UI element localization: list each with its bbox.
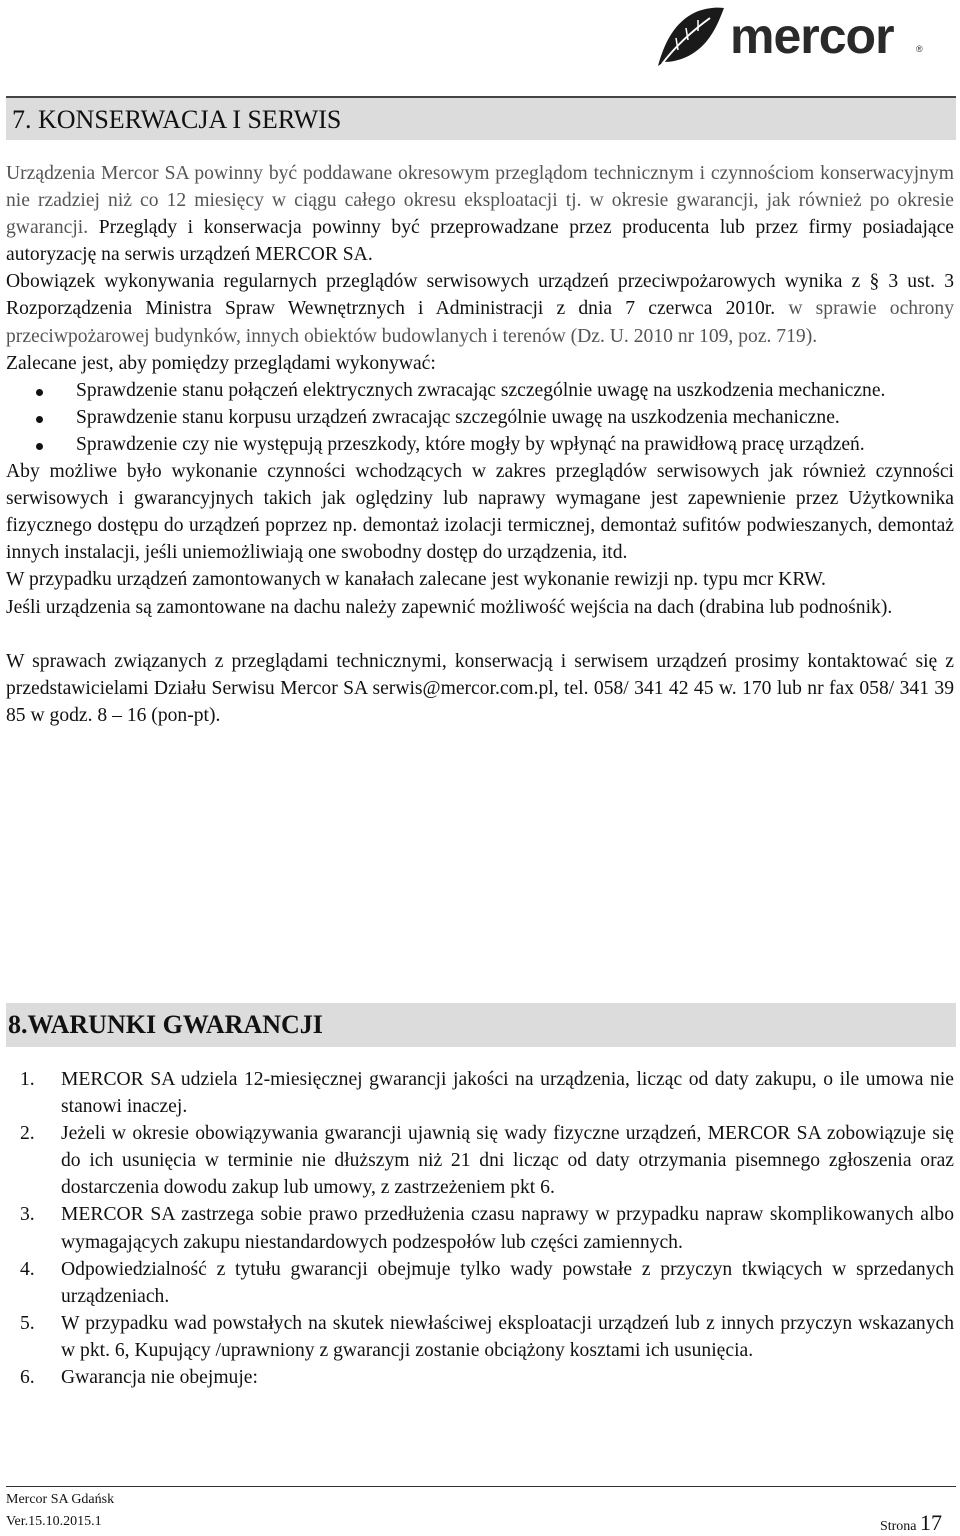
list-item: Sprawdzenie stanu połączeń elektrycznych zwracając szczególnie uwagę na uszkodzenia mechaniczne. xyxy=(6,377,954,404)
item-number: 6. xyxy=(20,1367,35,1389)
registered-mark: ® xyxy=(916,44,923,54)
paragraph-duct-revision: W przypadku urządzeń zamontowanych w kanałach zalecane jest wykonanie rewizji np. typu mcr KRW. xyxy=(6,569,826,591)
paragraph-legal-basis xyxy=(6,268,954,349)
item-text: Gwarancja nie obejmuje: xyxy=(61,1367,258,1389)
list-item xyxy=(6,1364,954,1391)
item-number: 4. xyxy=(20,1258,35,1280)
list-item xyxy=(6,1310,954,1364)
list-item xyxy=(6,1066,954,1120)
paragraph-text: Urządzenia Mercor SA powinny być poddawane okresowym przeglądom technicznym i czynnościom konserwacyjnym nie rzadziej niż co 12 miesięcy w ciągu całego okresu eksploatacji tj. w okresie gwarancji, jak również po okresie gwarancji. xyxy=(6,163,954,239)
brand-wordmark: mercor xyxy=(730,8,894,64)
item-text: W przypadku wad powstałych na skutek niewłaściwej eksploatacji urządzeń lub z innych przyczyn wskazanych w pkt. 6, Kupujący /uprawniony z gwarancji zostanie obciążony kosztami ich usunięcia. xyxy=(61,1312,954,1361)
item-text: Jeżeli w okresie obowiązywania gwarancji ujawnią się wady fizyczne urządzeń, MERCOR SA zobowiązuje się do ich usunięcia w terminie nie dłuższym niż 21 dni licząc od daty otrzymania pisemnego zgłoszenia oraz dostarczenia dowodu zakup lub umowy, z zastrzeżeniem pkt 6. xyxy=(61,1123,954,1199)
item-number: 1. xyxy=(20,1069,35,1090)
list-item: Sprawdzenie czy nie występują przeszkody, które mogły by wpłynąć na prawidłową pracę urządzeń. xyxy=(6,431,954,458)
mercor-logo xyxy=(650,4,930,68)
section-7-heading: 7. KONSERWACJA I SERWIS xyxy=(6,96,956,140)
footer-divider xyxy=(6,1486,956,1487)
paragraph-access: Aby możliwe było wykonanie czynności wchodzących w zakres przeglądów serwisowych jak również czynności serwisowych i gwarancyjnych takich jak oględziny lub naprawy wymagane jest zapewnienie przez Użytkownika fizycznego dostępu do urządzeń poprzez np. demontaż izolacji termicznej, demontaż sufitów podwieszanych, demontaż innych instalacji, jeśli uniemożliwiają one swobodny dostęp do urządzenia, itd. xyxy=(6,461,954,564)
list-item: Sprawdzenie stanu korpusu urządzeń zwracając szczególnie uwagę na uszkodzenia mechaniczne. xyxy=(6,404,954,431)
list-item xyxy=(6,1120,954,1201)
leaf-icon xyxy=(650,4,730,68)
item-text: MERCOR SA zastrzega sobie prawo przedłużenia czasu naprawy w przypadku napraw skomplikowanych albo wymagających zakupu niestandardowych podzespołów lub części zamiennych. xyxy=(61,1204,954,1253)
list-item xyxy=(6,1256,954,1310)
footer-company: Mercor SA Gdańsk xyxy=(6,1492,115,1507)
recommendation-intro: Zalecane jest, aby pomiędzy przeglądami wykonywać: xyxy=(6,352,436,374)
footer-version: Ver.15.10.2015.1 xyxy=(6,1514,102,1529)
paragraph-periodic-inspection xyxy=(6,160,954,268)
paragraph-text: Przeglądy i konserwacja powinny być przeprowadzane przez producenta lub przez firmy posiadające autoryzację na serwis urządzeń MERCOR SA. xyxy=(6,217,954,266)
page-number xyxy=(880,1510,942,1536)
paragraph-text: w sprawie ochrony przeciwpożarowej budynków, innych obiektów budowlanych i terenów (Dz. U. 2010 nr 109, poz. 719). xyxy=(6,298,954,347)
item-text: MERCOR SA udziela 12-miesięcznej gwarancji jakości na urządzenia, licząc od daty zakupu, o ile umowa nie stanowi inaczej. xyxy=(61,1069,954,1118)
section-8-heading: 8.WARUNKI GWARANCJI xyxy=(6,1003,956,1047)
paragraph-service-contact: W sprawach związanych z przeglądami technicznymi, konserwacją i serwisem urządzeń prosimy kontaktować się z przedstawicielami Działu Serwisu Mercor SA serwis@mercor.com.pl, tel. 058/ 341 42 45 w. 170 lub nr fax 058/ 341 39 85 w godz. 8 – 16 (pon-pt). xyxy=(6,650,954,726)
item-text: Odpowiedzialność z tytułu gwarancji obejmuje tylko wady powstałe z przyczyn tkwiących w sprzedanych urządzeniach. xyxy=(61,1258,954,1307)
item-number: 5. xyxy=(20,1312,35,1334)
list-item xyxy=(6,1201,954,1255)
warranty-terms-list xyxy=(6,1066,954,1391)
page-number-value: 17 xyxy=(920,1510,942,1535)
page-label: Strona xyxy=(879,1519,917,1534)
section-7-body xyxy=(6,160,954,729)
paragraph-roof-access: Jeśli urządzenia są zamontowane na dachu należy zapewnić możliwość wejścia na dach (drabina lub podnośnik). xyxy=(6,596,893,618)
item-number: 3. xyxy=(20,1204,35,1226)
paragraph-text: Obowiązek wykonywania regularnych przeglądów serwisowych urządzeń przeciwpożarowych wynika z § 3 ust. 3 Rozporządzenia Ministra Spraw Wewnętrznych i Administracji z dnia 7 czerwca 2010r. xyxy=(6,271,954,320)
item-number: 2. xyxy=(20,1123,35,1145)
recommendation-list xyxy=(6,377,954,458)
